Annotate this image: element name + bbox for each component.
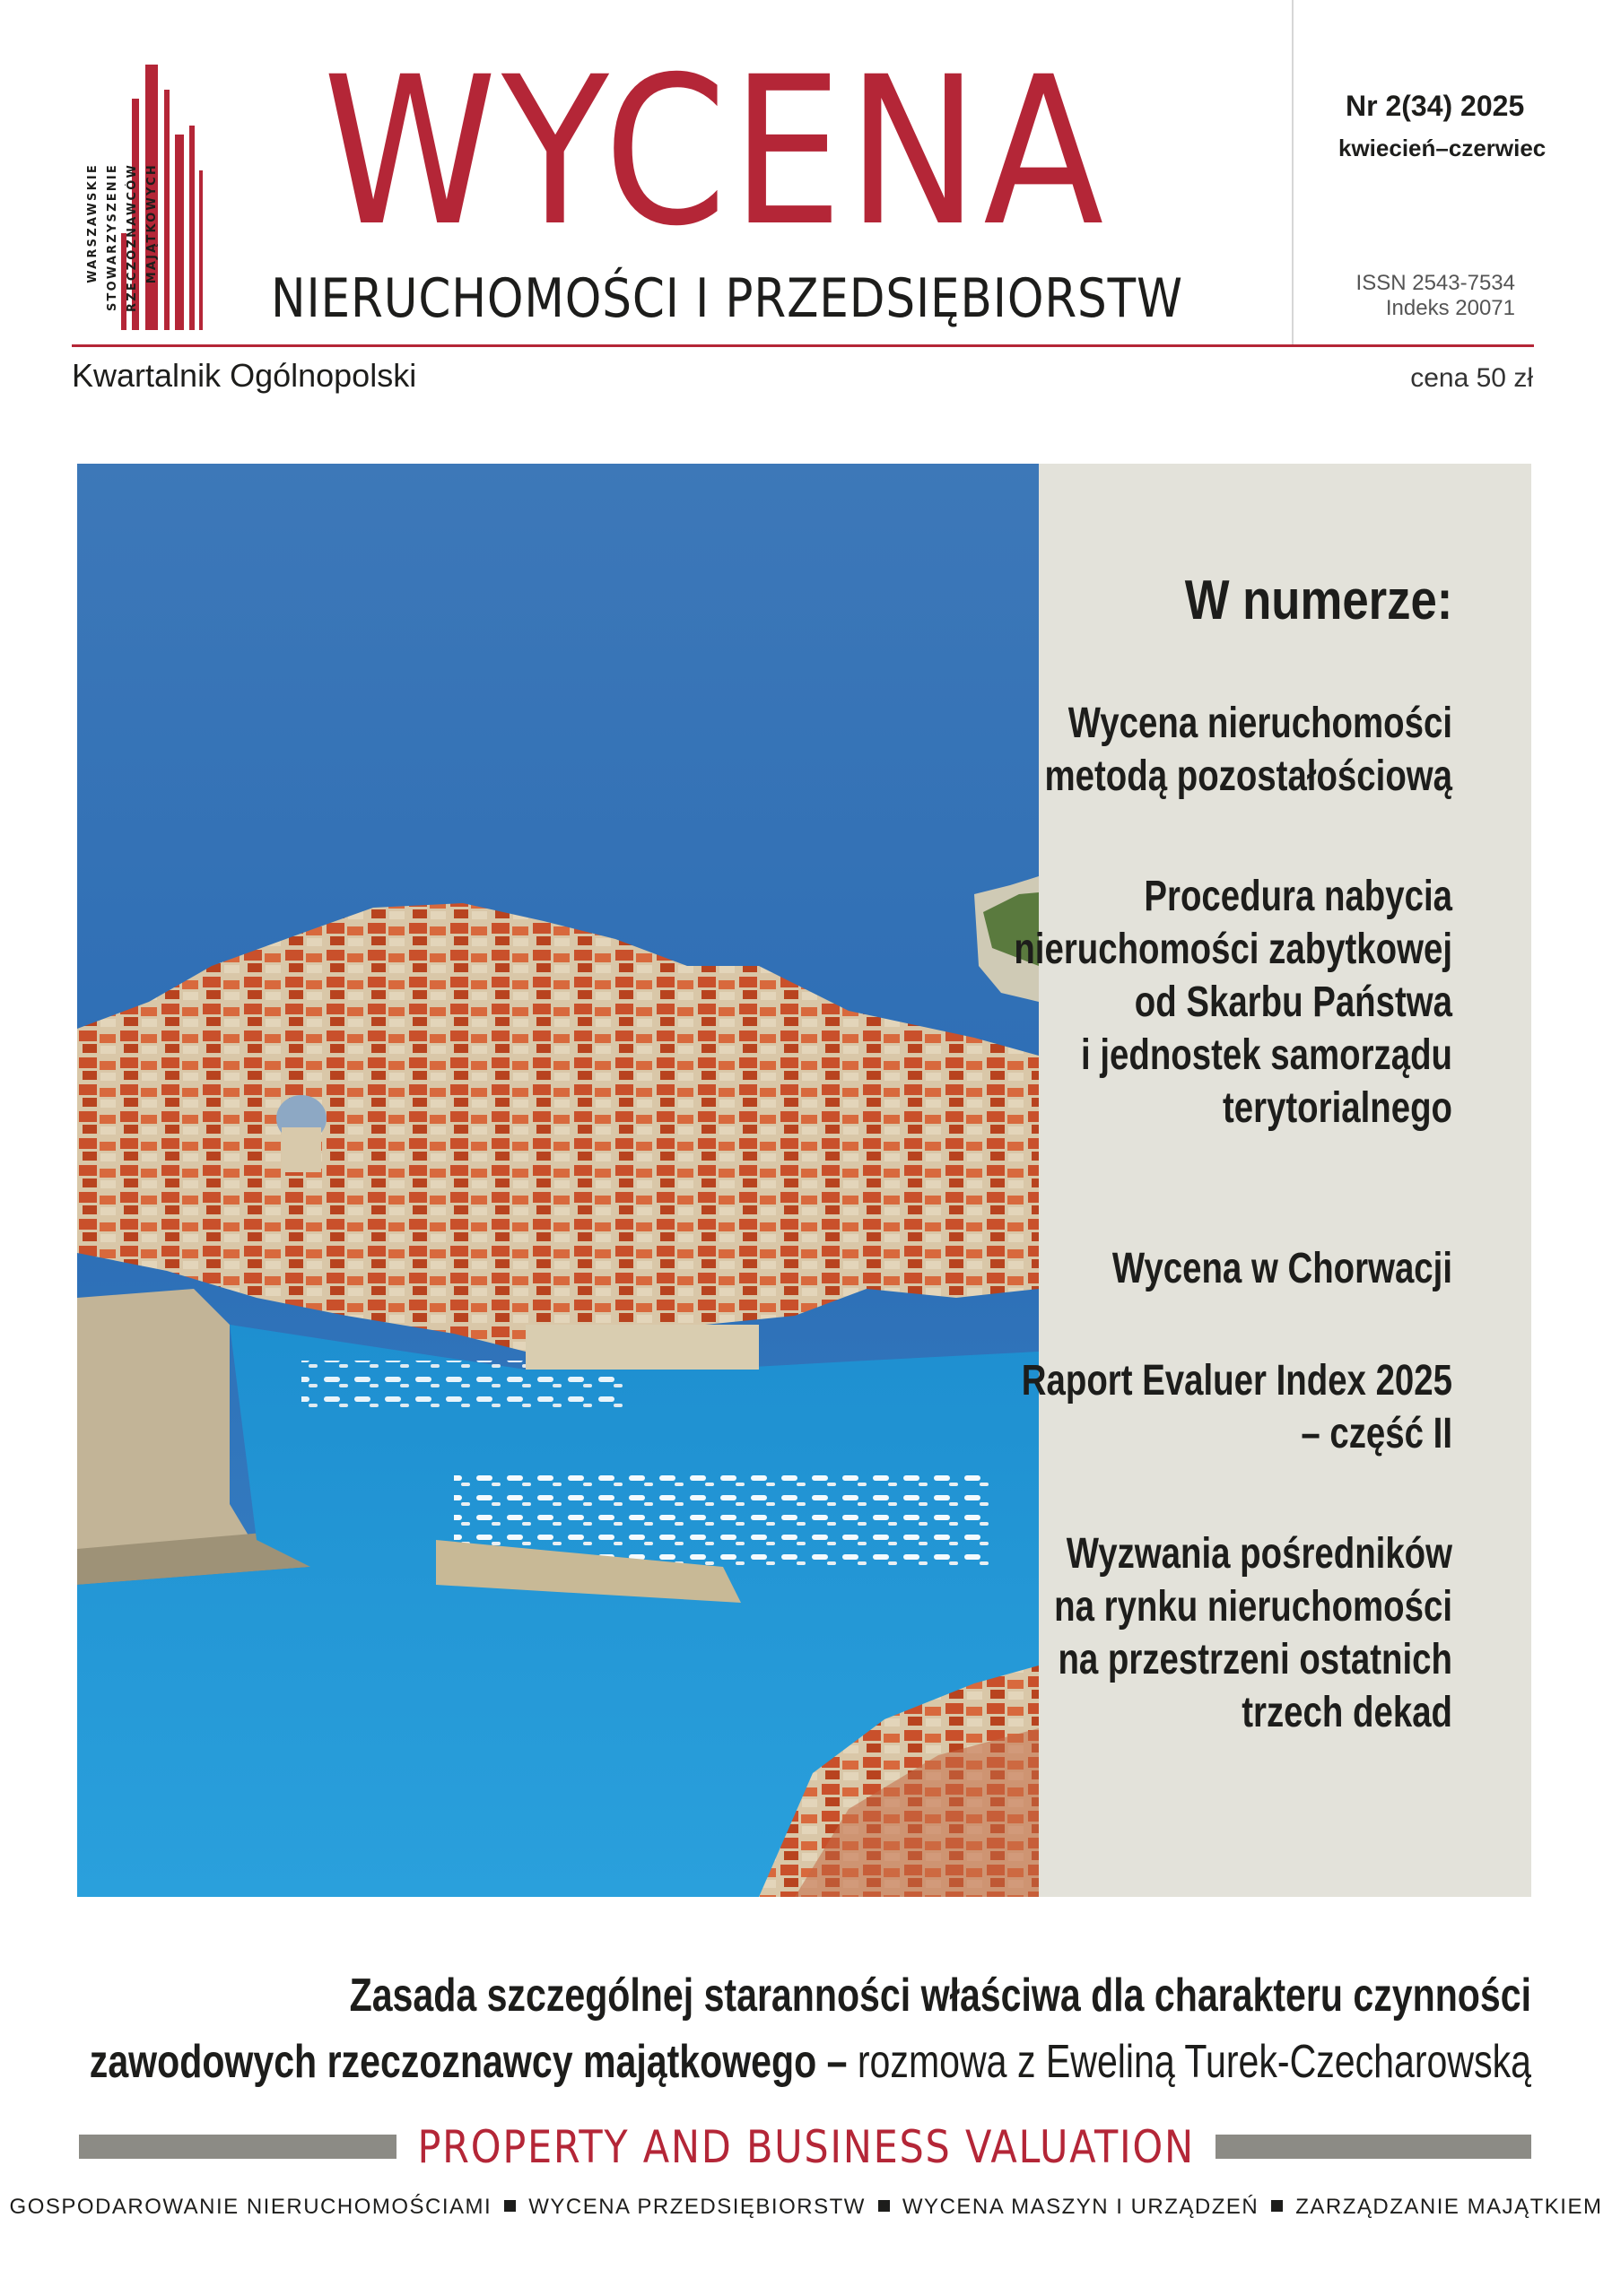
topics-line [0, 2195, 1612, 2220]
english-title: PROPERTY AND BUSINESS VALUATION [417, 2121, 1195, 2173]
interview-headline [43, 1962, 1531, 2095]
tagline: Kwartalnik Ogólnopolski [72, 357, 417, 394]
association-logo [72, 63, 224, 332]
logo-text-line-3: RZECZOZNAWCÓW [126, 163, 139, 312]
logo-text-line-2: STOWARZYSZENIE [106, 163, 119, 312]
in-this-issue-panel [1014, 464, 1531, 1897]
issn: ISSN 2543-7534 [1355, 271, 1515, 295]
topic: WYCENA PRZEDSIĘBIORSTW [528, 2195, 866, 2219]
issue-number: Nr 2(34) 2025 [1346, 90, 1525, 122]
toc-item: Procedura nabycia nieruchomości zabytkowej od Skarbu Państwa i jednostek samorządu terytorialnego [1014, 873, 1452, 1132]
in-this-issue-heading: W numerze: [1184, 570, 1452, 631]
english-title-band [0, 2121, 1612, 2173]
interview-headline-line-1: Zasada szczególnej staranności właściwa dla charakteru czynności [349, 1970, 1531, 2022]
square-bullet-icon [878, 2200, 890, 2212]
logo-text-line-1: WARSZAWSKIE [86, 163, 100, 283]
header-divider [1292, 0, 1294, 345]
issue-period: kwiecień–czerwiec [1338, 135, 1547, 161]
square-bullet-icon [1271, 2200, 1283, 2212]
square-bullet-icon [504, 2200, 516, 2212]
topic: ZARZĄDZANIE MAJĄTKIEM [1295, 2195, 1603, 2219]
interview-headline-line-2-regular: rozmowa z Eweliną Turek-Czecharowską [847, 2036, 1531, 2088]
toc-item: Wyzwania pośredników na rynku nieruchomości na przestrzeni ostatnich trzech dekad [1054, 1530, 1452, 1736]
masthead-rule [72, 344, 1534, 347]
logo-text-line-4: MAJĄTKOWYCH [145, 163, 159, 284]
magazine-title: WYCENA [323, 32, 1109, 271]
interview-headline-line-2-bold: zawodowych rzeczoznawcy majątkowego – [89, 2036, 848, 2088]
cover-photo-old-town-harbor [77, 464, 1039, 1897]
index-number: Indeks 20071 [1385, 296, 1515, 320]
magazine-subtitle: NIERUCHOMOŚCI I PRZEDSIĘBIORSTW [271, 267, 1183, 330]
topic: WYCENA MASZYN I URZĄDZEŃ [902, 2195, 1259, 2219]
toc-item: Wycena nieruchomości metodą pozostałościową [1044, 700, 1452, 800]
toc-item: Raport Evaluer Index 2025 – część II [1021, 1357, 1452, 1457]
price: cena 50 zł [1410, 363, 1533, 393]
toc-item: Wycena w Chorwacji [1111, 1245, 1452, 1292]
topic: GOSPODAROWANIE NIERUCHOMOŚCIAMI [9, 2195, 492, 2219]
